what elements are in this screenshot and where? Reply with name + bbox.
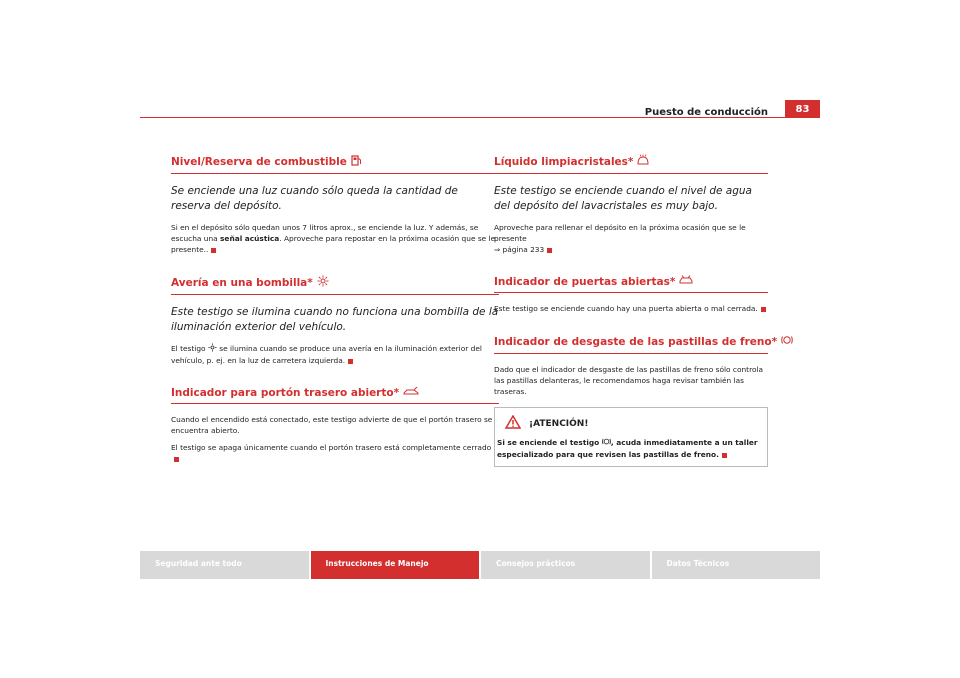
body-text: Si en el depósito sólo quedan unos 7 litros aprox., se enciende la luz. Y además, se escucha una	[171, 223, 479, 243]
section-body: Dado que el indicador de desgaste de las pastillas de freno sólo controla las pastillas delanteras, le recomendamos haga revisar también las traseras.	[494, 365, 764, 396]
section-heading	[494, 275, 768, 293]
body-text: Este testigo se enciende cuando hay una puerta abierta o mal cerrada.	[494, 304, 758, 313]
body-bold-text: señal acústica	[220, 234, 280, 243]
section-washer	[494, 154, 768, 255]
section-heading	[171, 154, 499, 174]
section-brakes	[494, 334, 778, 467]
end-marker	[722, 453, 727, 458]
section-body	[171, 442, 499, 464]
tab-consejos[interactable]: Consejos prácticos	[481, 551, 650, 579]
section-body	[171, 222, 499, 255]
right-column	[494, 154, 778, 487]
left-column	[171, 154, 499, 484]
end-marker	[211, 248, 216, 253]
heading-text: Indicador de desgaste de las pastillas de freno*	[494, 335, 778, 348]
warning-header	[495, 414, 763, 433]
body-text: El testigo	[171, 344, 208, 353]
heading-text: Indicador para portón trasero abierto*	[171, 386, 400, 399]
tab-instrucciones[interactable]: Instrucciones de Manejo	[311, 551, 480, 579]
section-body	[494, 303, 768, 314]
body-text: Si se enciende el testigo	[497, 438, 602, 447]
section-lead: Este testigo se enciende cuando el nivel de agua del depósito del lavacristales es muy bajo.	[494, 185, 752, 212]
washer-fluid-icon	[637, 154, 649, 169]
section-fuel	[171, 154, 499, 255]
brake-pad-icon	[602, 437, 611, 449]
page-number: 83	[785, 100, 820, 118]
heading-text: Líquido limpiacristales*	[494, 155, 634, 168]
heading-text: Indicador de puertas abiertas*	[494, 275, 676, 288]
fuel-pump-icon	[351, 154, 362, 169]
section-heading	[494, 154, 768, 174]
warning-box	[494, 407, 768, 467]
body-text: El testigo se apaga únicamente cuando el portón trasero está completamente cerrado	[171, 443, 492, 452]
section-body: Aproveche para rellenar el depósito en la próxima ocasión que se le presente	[494, 223, 746, 243]
section-heading	[171, 275, 499, 295]
heading-text: Avería en una bombilla*	[171, 276, 313, 289]
tab-seguridad[interactable]: Seguridad ante todo	[140, 551, 309, 579]
warning-title: ¡ATENCIÓN!	[529, 418, 589, 429]
body-text: ⇒ página 233	[494, 245, 545, 254]
brake-pad-icon	[781, 334, 793, 349]
heading-text: Nivel/Reserva de combustible	[171, 155, 347, 168]
section-body: Cuando el encendido está conectado, este testigo advierte de que el portón trasero se encuentra abierto.	[171, 415, 493, 435]
open-trunk-icon	[403, 386, 419, 399]
section-body	[171, 343, 499, 366]
end-marker	[547, 248, 552, 253]
end-marker	[348, 359, 353, 364]
warning-body	[495, 437, 763, 460]
section-bulb	[171, 275, 499, 366]
body-text: se ilumina cuando se produce una avería en la iluminación exterior del vehículo, p. ej. en la luz de carretera izquierda.	[171, 344, 482, 365]
bulb-failure-icon	[208, 343, 217, 355]
end-marker	[761, 307, 766, 312]
section-lead: Se enciende una luz cuando sólo queda la cantidad de reserva del depósito.	[171, 185, 458, 212]
chapter-tabs	[140, 551, 820, 579]
section-heading	[171, 386, 499, 404]
body-text: , acuda inmediatamente a un taller especializado para que revisen las pastillas de freno.	[497, 438, 758, 459]
section-trunk	[171, 386, 499, 464]
end-marker	[174, 457, 179, 462]
tab-datos[interactable]: Datos Técnicos	[652, 551, 821, 579]
open-door-icon	[679, 275, 693, 288]
section-heading	[494, 334, 778, 354]
page-reference	[494, 244, 768, 255]
section-lead: Este testigo se ilumina cuando no funciona una bombilla de la iluminación exterior del vehículo.	[171, 306, 499, 333]
bulb-failure-icon	[317, 275, 329, 290]
body-text: . Aproveche para repostar en la próxima ocasión que se le presente..	[171, 234, 496, 254]
section-doors	[494, 275, 768, 314]
running-header-title: Puesto de conducción	[644, 107, 768, 118]
warning-triangle-icon	[505, 414, 521, 433]
